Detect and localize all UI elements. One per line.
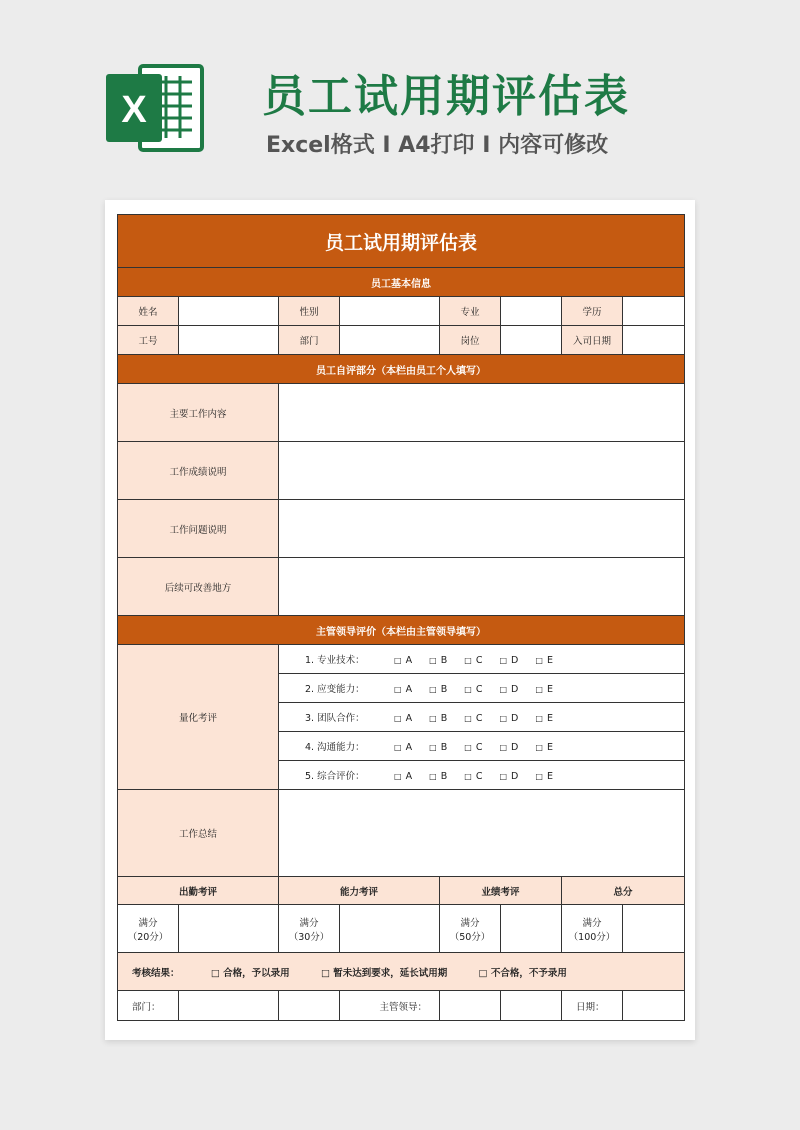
- score-max-performance: 满分 （50分）: [440, 905, 501, 953]
- hire-date-field[interactable]: [623, 326, 685, 355]
- self-eval-field-work-content[interactable]: [279, 384, 685, 442]
- result-label: 考核结果：: [132, 967, 180, 979]
- score-header-ability: 能力考评: [279, 877, 440, 905]
- self-eval-label-achievements: 工作成绩说明: [118, 442, 279, 500]
- hire-date-label: 入司日期: [562, 326, 623, 355]
- major-field[interactable]: [501, 297, 562, 326]
- department-field[interactable]: [340, 326, 440, 355]
- position-label: 岗位: [440, 326, 501, 355]
- option-a[interactable]: □ A: [394, 713, 413, 724]
- option-a[interactable]: □ A: [394, 742, 413, 753]
- option-d[interactable]: □ D: [499, 713, 519, 724]
- sign-date-field[interactable]: [623, 991, 685, 1021]
- score-header-performance: 业绩考评: [440, 877, 562, 905]
- self-eval-label-problems: 工作问题说明: [118, 500, 279, 558]
- major-label: 专业: [440, 297, 501, 326]
- option-d[interactable]: □ D: [499, 655, 519, 666]
- department-label: 部门: [279, 326, 340, 355]
- eval-item-label: 2. 应变能力：: [305, 684, 365, 695]
- option-d[interactable]: □ D: [499, 771, 519, 782]
- sign-date-label: 日期：: [562, 991, 623, 1021]
- option-c[interactable]: □ C: [464, 742, 483, 753]
- result-option-pass[interactable]: □ 合格，予以录用: [210, 967, 290, 979]
- eval-item-row: [279, 703, 685, 732]
- score-field-attendance[interactable]: [179, 905, 279, 953]
- eval-item-row: [279, 761, 685, 790]
- eval-item-label: 4. 沟通能力：: [305, 742, 365, 753]
- option-e[interactable]: □ E: [535, 771, 553, 782]
- sign-leader-field[interactable]: [440, 991, 501, 1021]
- self-eval-field-problems[interactable]: [279, 500, 685, 558]
- education-label: 学历: [562, 297, 623, 326]
- form-title: 员工试用期评估表: [118, 215, 685, 268]
- option-e[interactable]: □ E: [535, 713, 553, 724]
- self-eval-field-improvements[interactable]: [279, 558, 685, 616]
- option-d[interactable]: □ D: [499, 684, 519, 695]
- result-option-fail[interactable]: □ 不合格，不予录用: [478, 967, 567, 979]
- score-field-ability[interactable]: [340, 905, 440, 953]
- eval-item-label: 1. 专业技术：: [305, 655, 365, 666]
- option-e[interactable]: □ E: [535, 684, 553, 695]
- eval-item-row: [279, 674, 685, 703]
- self-eval-header: 员工自评部分（本栏由员工个人填写）: [118, 355, 685, 384]
- quant-eval-label: 量化考评: [118, 645, 279, 790]
- score-max-total: 满分 （100分）: [562, 905, 623, 953]
- option-b[interactable]: □ B: [429, 684, 448, 695]
- sign-blank: [279, 991, 340, 1021]
- result-option-extend[interactable]: □ 暂未达到要求，延长试用期: [320, 967, 448, 979]
- name-label: 姓名: [118, 297, 179, 326]
- employee-id-label: 工号: [118, 326, 179, 355]
- work-summary-label: 工作总结: [118, 790, 279, 877]
- basic-info-header: 员工基本信息: [118, 268, 685, 297]
- option-c[interactable]: □ C: [464, 684, 483, 695]
- score-header-total: 总分: [562, 877, 685, 905]
- option-a[interactable]: □ A: [394, 771, 413, 782]
- sign-blank: [501, 991, 562, 1021]
- self-eval-field-achievements[interactable]: [279, 442, 685, 500]
- name-field[interactable]: [179, 297, 279, 326]
- evaluation-form-table: [117, 214, 685, 1021]
- result-row: [118, 953, 685, 991]
- sign-leader-label: 主管领导：: [340, 991, 440, 1021]
- option-e[interactable]: □ E: [535, 655, 553, 666]
- eval-item-row: [279, 645, 685, 674]
- option-b[interactable]: □ B: [429, 771, 448, 782]
- option-b[interactable]: □ B: [429, 713, 448, 724]
- sign-dept-field[interactable]: [179, 991, 279, 1021]
- position-field[interactable]: [501, 326, 562, 355]
- self-eval-label-improvements: 后续可改善地方: [118, 558, 279, 616]
- excel-logo-icon: [104, 60, 204, 156]
- gender-label: 性别: [279, 297, 340, 326]
- option-c[interactable]: □ C: [464, 771, 483, 782]
- page-subtitle: Excel格式 I A4打印 I 内容可修改: [266, 133, 609, 158]
- option-a[interactable]: □ A: [394, 684, 413, 695]
- option-d[interactable]: □ D: [499, 742, 519, 753]
- option-a[interactable]: □ A: [394, 655, 413, 666]
- self-eval-label-work-content: 主要工作内容: [118, 384, 279, 442]
- work-summary-field[interactable]: [279, 790, 685, 877]
- score-max-attendance: 满分 （20分）: [118, 905, 179, 953]
- score-field-total[interactable]: [623, 905, 685, 953]
- eval-item-row: [279, 732, 685, 761]
- logo-letter: X: [121, 89, 147, 131]
- supervisor-eval-header: 主管领导评价（本栏由主管领导填写）: [118, 616, 685, 645]
- sign-dept-label: 部门：: [118, 991, 179, 1021]
- gender-field[interactable]: [340, 297, 440, 326]
- employee-id-field[interactable]: [179, 326, 279, 355]
- option-e[interactable]: □ E: [535, 742, 553, 753]
- education-field[interactable]: [623, 297, 685, 326]
- option-b[interactable]: □ B: [429, 742, 448, 753]
- score-header-attendance: 出勤考评: [118, 877, 279, 905]
- score-field-performance[interactable]: [501, 905, 562, 953]
- option-c[interactable]: □ C: [464, 655, 483, 666]
- eval-item-label: 3. 团队合作：: [305, 713, 365, 724]
- option-b[interactable]: □ B: [429, 655, 448, 666]
- page-title: 员工试用期评估表: [262, 71, 630, 122]
- eval-item-label: 5. 综合评价：: [305, 771, 365, 782]
- option-c[interactable]: □ C: [464, 713, 483, 724]
- score-max-ability: 满分 （30分）: [279, 905, 340, 953]
